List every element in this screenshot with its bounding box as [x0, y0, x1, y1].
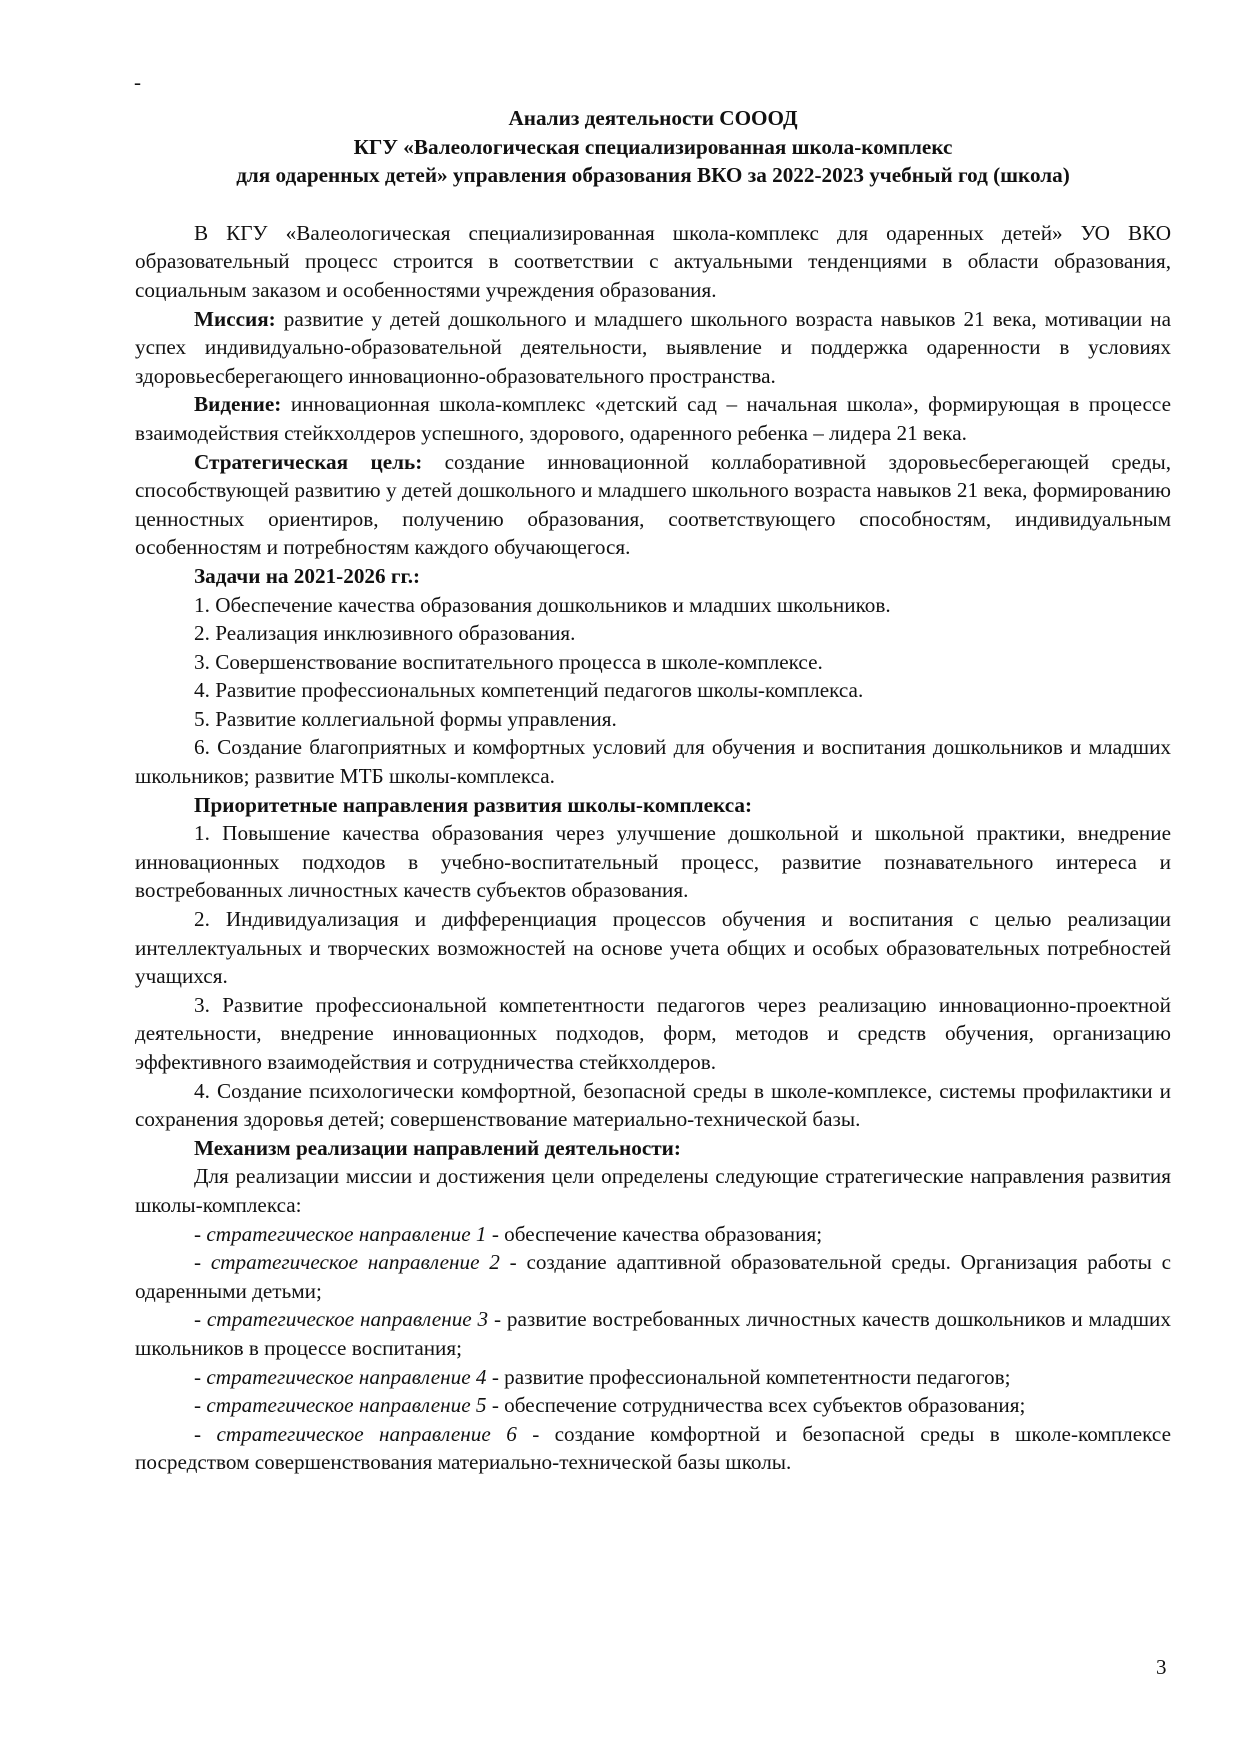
direction-item	[135, 1363, 1171, 1392]
direction-text: - создание адаптивной образовательной среды. Организация работы с одаренными детьми;	[135, 1250, 1171, 1303]
direction-prefix: -	[194, 1307, 207, 1332]
document-title	[135, 104, 1171, 190]
direction-prefix: -	[194, 1364, 207, 1389]
priorities-heading: Приоритетные направления развития школы-комплекса:	[194, 792, 753, 817]
priority-item: 3. Развитие профессиональной компетентности педагогов через реализацию инновационно-проектной деятельности, внедрение инновационных подходов, форм, методов и средств обучения, организацию эффективного взаимодействия и сотрудничества стейкхолдеров.	[135, 992, 1171, 1074]
direction-prefix: -	[194, 1421, 217, 1446]
direction-term: стратегическое направление 5	[206, 1393, 487, 1418]
direction-term: стратегическое направление 2	[210, 1250, 500, 1275]
mission-text: развитие у детей дошкольного и младшего школьного возраста навыков 21 века, мотивации на успех индивидуально-образовательной деятельности, выявление и поддержка одаренности в условиях здоровьесберегающего инновационно-образовательного пространства.	[135, 306, 1171, 388]
vision-text: инновационная школа-комплекс «детский сад – начальная школа», формирующая в процессе взаимодействия стейкхолдеров успешного, здорового, одаренного ребенка – лидера 21 века.	[135, 392, 1171, 445]
goal-paragraph	[135, 448, 1171, 562]
direction-text: - создание комфортной и безопасной среды в школе-комплексе посредством совершенствования материально-технической базы школы.	[135, 1421, 1171, 1475]
mission-paragraph	[135, 305, 1171, 391]
task-item: 3. Совершенствование воспитательного процесса в школе-комплексе.	[194, 649, 823, 674]
goal-label: Стратегическая цель:	[194, 449, 423, 474]
direction-term: стратегическое направление 1	[206, 1221, 487, 1246]
priority-item: 1. Повышение качества образования через улучшение дошкольной и школьной практики, внедрение инновационных подходов в учебно-воспитательный процесс, развитие познавательного интереса и востребованных личностных качеств субъектов образования.	[135, 821, 1171, 903]
title-line-1: Анализ деятельности СОООД	[508, 106, 798, 130]
direction-term: стратегическое направление 4	[206, 1364, 487, 1389]
direction-item	[135, 1248, 1171, 1305]
task-item: 5. Развитие коллегиальной формы управления.	[194, 706, 617, 731]
goal-text: создание инновационной коллаборативной здоровьесберегающей среды, способствующей развитию у детей дошкольного и младшего школьного возраста навыков 21 века, формированию ценностных ориентиров, получению образования, соответствующего способностям, индивидуальным особенностям и потребностям каждого обучающегося.	[135, 449, 1171, 560]
priority-item: 2. Индивидуализация и дифференциация процессов обучения и воспитания с целью реализации интеллектуальных и творческих возможностей на основе учета общих и особых образовательных потребностей учащихся.	[135, 907, 1171, 989]
top-mark: -	[134, 70, 141, 94]
document-body	[135, 104, 1171, 1477]
direction-item	[135, 1420, 1171, 1477]
direction-prefix: -	[194, 1393, 207, 1418]
page-number: 3	[1156, 1655, 1167, 1679]
task-item: 4. Развитие профессиональных компетенций педагогов школы-комплекса.	[194, 678, 864, 703]
direction-item	[135, 1391, 1171, 1420]
direction-term: стратегическое направление 6	[216, 1421, 517, 1446]
intro-paragraph: В КГУ «Валеологическая специализированная школа-комплекс для одаренных детей» УО ВКО образовательный процесс строится в соответствии с актуальными тенденциями в области образования, социальным заказом и особенностями учреждения образования.	[135, 220, 1171, 302]
direction-prefix: -	[194, 1221, 207, 1246]
direction-item	[135, 1220, 1171, 1249]
title-line-3: для одаренных детей» управления образования ВКО за 2022-2023 учебный год (школа)	[236, 163, 1070, 188]
task-item: 2. Реализация инклюзивного образования.	[194, 621, 576, 646]
vision-paragraph	[135, 390, 1171, 447]
direction-text: - обеспечение качества образования;	[486, 1221, 823, 1246]
task-item: 6. Создание благоприятных и комфортных условий для обучения и воспитания дошкольников и младших школьников; развитие МТБ школы-комплекса.	[135, 735, 1171, 789]
task-item: 1. Обеспечение качества образования дошкольников и младших школьников.	[194, 592, 891, 617]
direction-prefix: -	[194, 1250, 211, 1275]
direction-item	[135, 1305, 1171, 1362]
direction-term: стратегическое направление 3	[206, 1307, 489, 1332]
tasks-heading: Задачи на 2021-2026 гг.:	[194, 563, 421, 588]
mechanism-intro: Для реализации миссии и достижения цели определены следующие стратегические направления развития школы-комплекса:	[135, 1164, 1171, 1217]
mechanism-heading: Механизм реализации направлений деятельности:	[194, 1135, 681, 1160]
direction-text: - развитие профессиональной компетентности педагогов;	[486, 1364, 1011, 1389]
priority-item: 4. Создание психологически комфортной, безопасной среды в школе-комплексе, системы профилактики и сохранения здоровья детей; совершенствование материально-технической базы.	[135, 1078, 1171, 1132]
mission-label: Миссия:	[194, 306, 276, 331]
vision-label: Видение:	[194, 392, 282, 417]
title-line-2: КГУ «Валеологическая специализированная школа-комплекс	[353, 134, 953, 159]
direction-text: - обеспечение сотрудничества всех субъектов образования;	[486, 1393, 1026, 1418]
direction-text: - развитие востребованных личностных качеств дошкольников и младших школьников в процессе воспитания;	[135, 1307, 1171, 1360]
